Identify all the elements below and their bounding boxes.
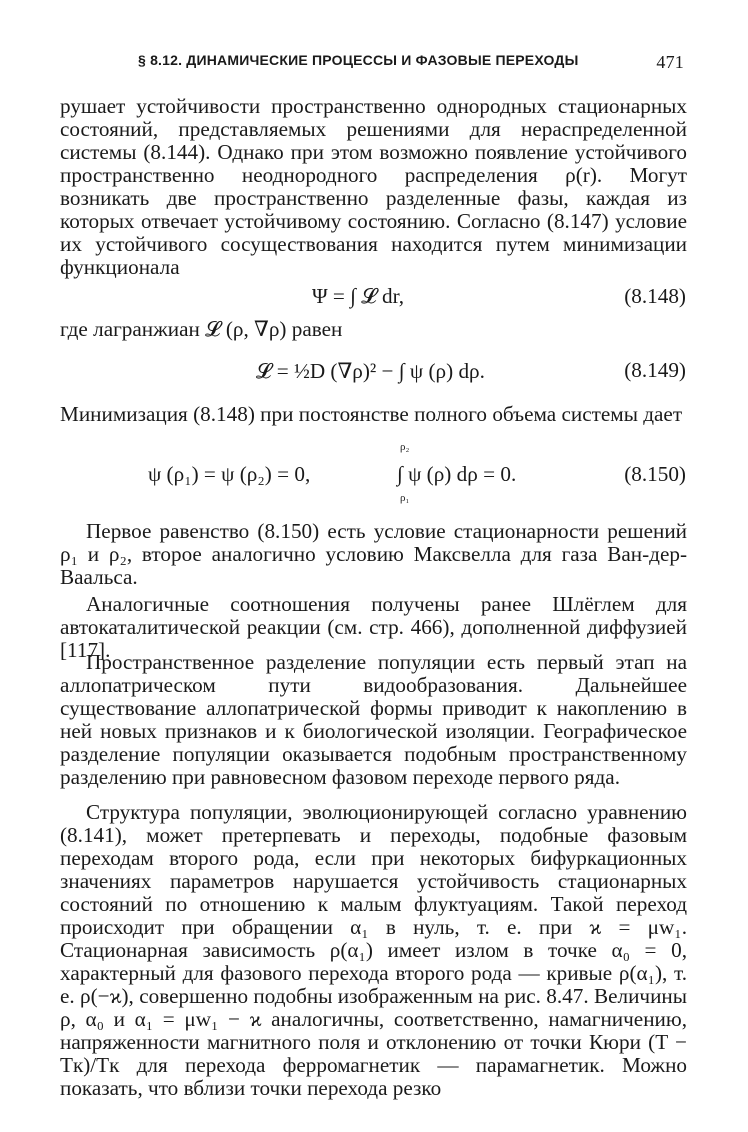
paragraph-stationarity bbox=[60, 520, 687, 589]
lagrangian-intro bbox=[60, 318, 687, 341]
lagrangian-text: где лагранжиан 𝓛 (ρ, ∇ρ) равен bbox=[60, 317, 343, 341]
minimization-text: Минимизация (8.148) при постоянстве полного объема системы дает bbox=[60, 402, 683, 426]
equation-8-149: 𝓛 = ½D (∇ρ)² − ∫ ψ (ρ) dρ. bbox=[256, 359, 485, 383]
equation-number-8-148: (8.148) bbox=[624, 284, 686, 308]
section-title: § 8.12. ДИНАМИЧЕСКИЕ ПРОЦЕССЫ И ФАЗОВЫЕ ПЕРЕХОДЫ bbox=[138, 52, 579, 68]
paragraph-text: Аналогичные соотношения получены ранее Шлёглем для автокаталитической реакции (см. стр. 466), дополненной диффузией [117]. bbox=[60, 592, 687, 662]
equation-8-150-right: ∫ ψ (ρ) dρ = 0. bbox=[397, 462, 517, 486]
page-number: 471 bbox=[656, 52, 684, 72]
minimization-intro bbox=[60, 403, 687, 426]
paragraph-allopatric bbox=[60, 651, 687, 789]
paragraph-text: Структура популяции, эволюционирующей согласно уравнению (8.141), может претерпевать и переходы, подобные фазовым переходам второго рода, если при некоторых бифуркационных значениях параметров нарушается устойчивость стационарных состояний по отношению к малым флуктуациям. Такой переход происходит при обращении α₁ в нуль, т. е. при ϰ = μw₁. Стационарная зависимость ρ(α₁) имеет излом в точке α₀ = 0, характерный для фазового перехода второго рода — кривые ρ(α₁), т. е. ρ(−ϰ), совершенно подобны изображенным на рис. 8.47. Величины ρ, α₀ и α₁ = μw₁ − ϰ аналогичны, соответственно, намагничению, напряженности магнитного поля и отклонению от точки Кюри (T − Tк)/Tк для перехода ферромагнетик — парамагнетик. Можно показать, что вблизи точки перехода резко bbox=[60, 800, 687, 1100]
equation-8-148: Ψ = ∫ 𝓛 dr, bbox=[312, 284, 405, 308]
integral-upper-limit: ρ₂ bbox=[400, 441, 410, 453]
integral-lower-limit: ρ₁ bbox=[400, 492, 410, 504]
paragraph-second-order bbox=[60, 801, 687, 1100]
paragraph-text: Пространственное разделение популяции есть первый этап на аллопатрическом пути видообразования. Дальнейшее существование аллопатрической формы приводит к накоплению в ней новых признаков и к биологической изоляции. Географическое разделение популяции оказывается подобным пространственному разделению при равновесном фазовом переходе первого ряда. bbox=[60, 650, 687, 789]
equation-8-150-left: ψ (ρ₁) = ψ (ρ₂) = 0, bbox=[148, 462, 311, 486]
paragraph-continuation bbox=[60, 95, 687, 279]
paragraph-text: рушает устойчивости пространственно однородных стационарных состояний, представляемых решениями для нераспределенной системы (8.144). Однако при этом возможно появление устойчивого пространственно неоднородного распределения ρ(r). Могут возникать две пространственно разделенные фазы, каждая из которых отвечает устойчивому состоянию. Согласно (8.147) условие их устойчивого сосуществования находится путем минимизации функционала bbox=[60, 94, 687, 279]
equation-number-8-149: (8.149) bbox=[624, 358, 686, 382]
equation-number-8-150: (8.150) bbox=[624, 462, 686, 486]
running-head bbox=[138, 52, 684, 74]
paragraph-text: Первое равенство (8.150) есть условие стационарности решений ρ₁ и ρ₂, второе аналогично условию Максвелла для газа Ван-дер-Ваальса. bbox=[60, 519, 687, 589]
